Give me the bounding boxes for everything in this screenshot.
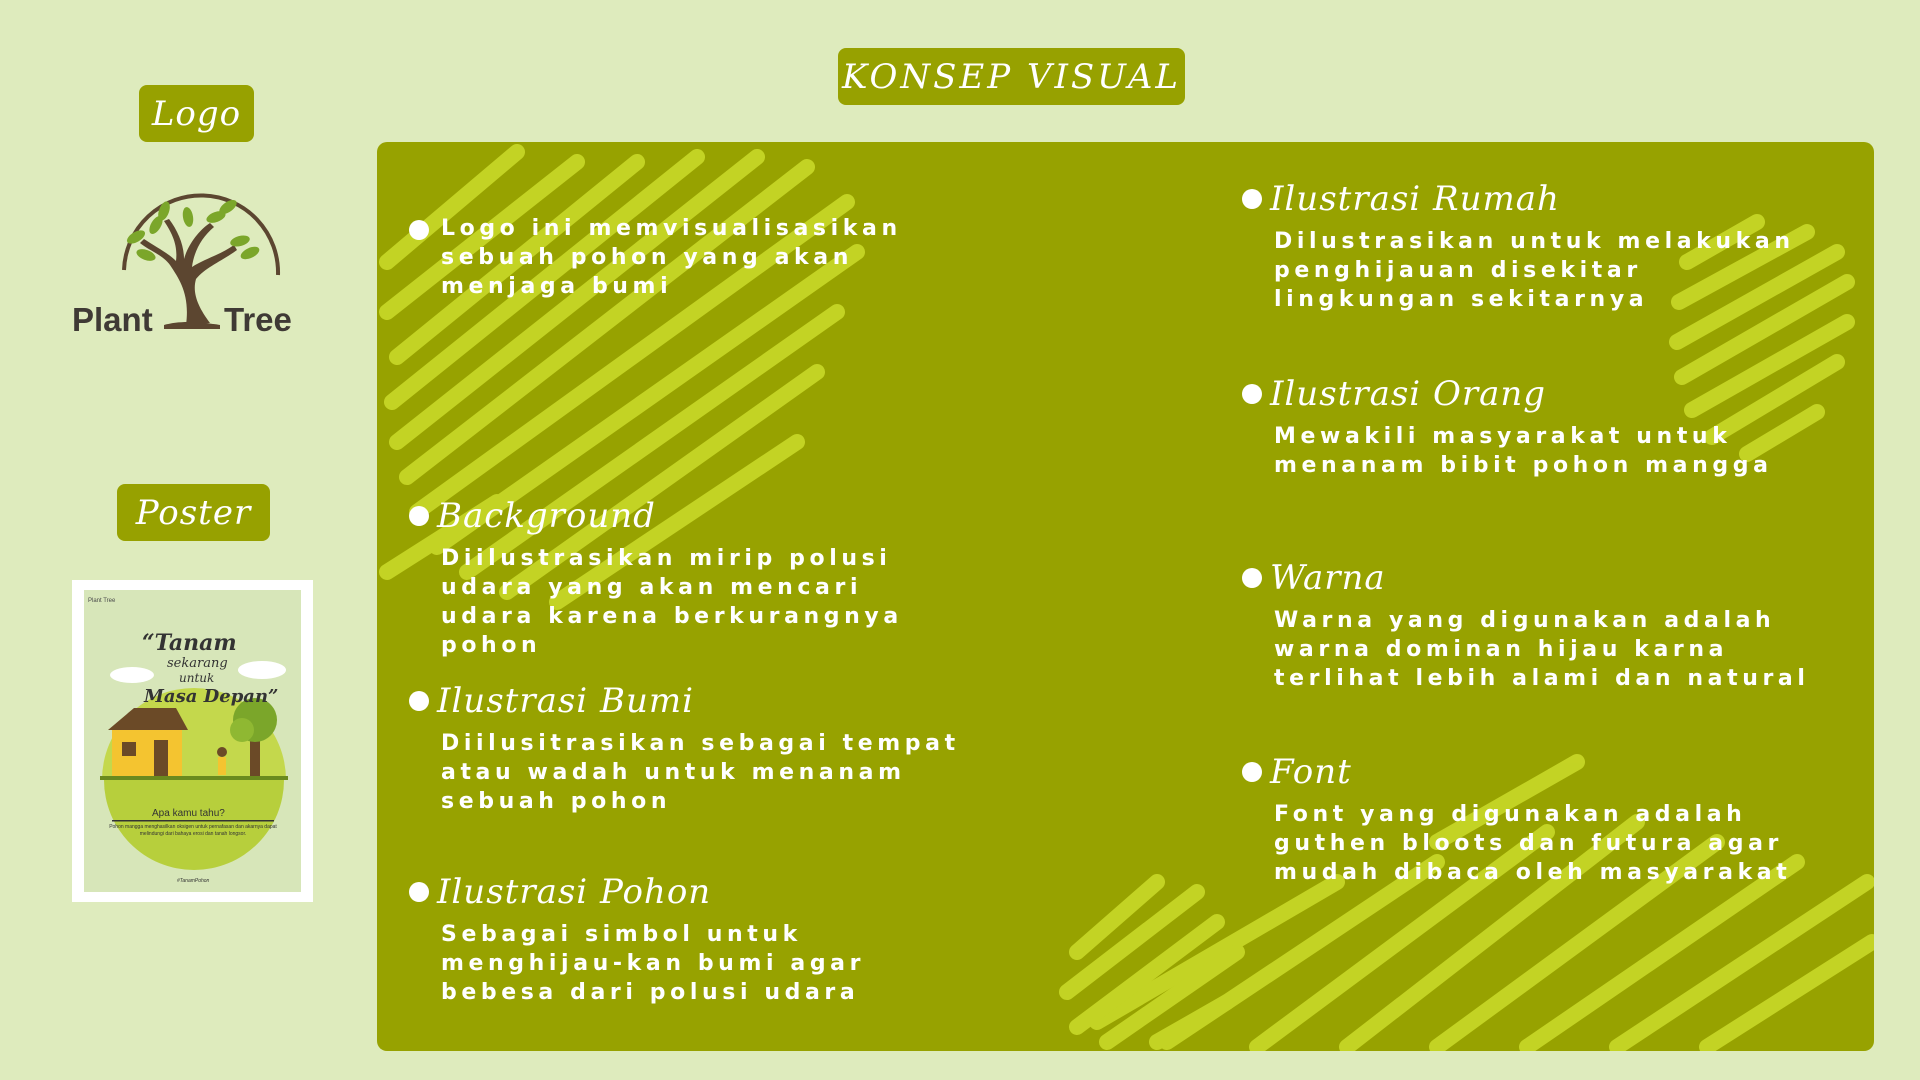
bullet-icon xyxy=(409,882,429,902)
logo-word-right: Tree xyxy=(224,301,292,338)
bullet-icon xyxy=(409,220,429,240)
concept-item-ilustrasi-pohon xyxy=(409,870,961,1007)
poster-headline-4: Masa Depan” xyxy=(144,686,279,707)
plant-tree-logo xyxy=(68,175,308,345)
bullet-icon xyxy=(1242,568,1262,588)
tree-logo-icon xyxy=(68,175,308,345)
concept-text: Warna yang digunakan adalah warna dominan hijau karna terlihat lebih alami dan natural xyxy=(1274,608,1810,691)
concept-text: Dilustrasikan untuk melakukan penghijauan disekitar lingkungan sekitarnya xyxy=(1274,229,1795,312)
concept-text: Mewakili masyarakat untuk menanam bibit pohon mangga xyxy=(1274,424,1773,478)
concept-panel xyxy=(377,142,1874,1051)
poster-headline-2: sekarang xyxy=(167,656,228,671)
poster-image xyxy=(72,580,313,902)
logo-tag: Logo xyxy=(139,85,254,142)
poster-hashtag: #TanamPohon xyxy=(177,878,210,884)
bullet-icon xyxy=(1242,189,1262,209)
bullet-icon xyxy=(409,691,429,711)
concept-item-font xyxy=(1242,750,1854,887)
concept-item-ilustrasi-rumah xyxy=(1242,177,1834,314)
concept-item-background xyxy=(409,494,961,660)
poster-headline-3: untuk xyxy=(179,671,215,685)
bullet-icon xyxy=(409,506,429,526)
concept-heading: Background xyxy=(437,496,656,536)
concept-text: Sebagai simbol untuk menghijau-kan bumi agar bebesa dari polusi udara xyxy=(441,922,866,1005)
concept-text: Font yang digunakan adalah guthen bloots dan futura agar mudah dibaca oleh masyarakat xyxy=(1274,802,1792,885)
poster-tag: Poster xyxy=(117,484,270,541)
poster-brand: Plant Tree xyxy=(88,598,116,604)
logo-description xyxy=(409,214,961,301)
concept-heading: Font xyxy=(1270,752,1352,792)
concept-text: Diilusitrasikan sebagai tempat atau wadah untuk menanam sebuah pohon xyxy=(441,731,960,814)
bullet-icon xyxy=(1242,384,1262,404)
poster-fact: Pohon mangga menghasilkan oksigen untuk pernafasan dan akarnya dapat melindungi dari bahaya erosi dan tanah longsor. xyxy=(109,824,277,837)
concept-item-ilustrasi-orang xyxy=(1242,372,1854,480)
concept-heading: Warna xyxy=(1270,558,1386,598)
concept-item-warna xyxy=(1242,556,1854,693)
concept-heading: Ilustrasi Pohon xyxy=(437,872,712,912)
concept-heading: Ilustrasi Bumi xyxy=(437,681,694,721)
poster-headline-1: “Tanam xyxy=(142,630,237,656)
poster-question: Apa kamu tahu? xyxy=(152,808,225,819)
page-title: KONSEP VISUAL xyxy=(838,48,1185,105)
logo-description-text: Logo ini memvisualisasikan sebuah pohon yang akan menjaga bumi xyxy=(441,216,902,299)
logo-word-left: Plant xyxy=(72,301,153,338)
poster-thumbnail xyxy=(72,580,313,902)
concept-text: Diilustrasikan mirip polusi udara yang akan mencari udara karena berkurangnya pohon xyxy=(441,546,903,658)
bullet-icon xyxy=(1242,762,1262,782)
concept-heading: Ilustrasi Rumah xyxy=(1270,179,1560,219)
concept-item-ilustrasi-bumi xyxy=(409,679,961,816)
concept-heading: Ilustrasi Orang xyxy=(1270,374,1547,414)
